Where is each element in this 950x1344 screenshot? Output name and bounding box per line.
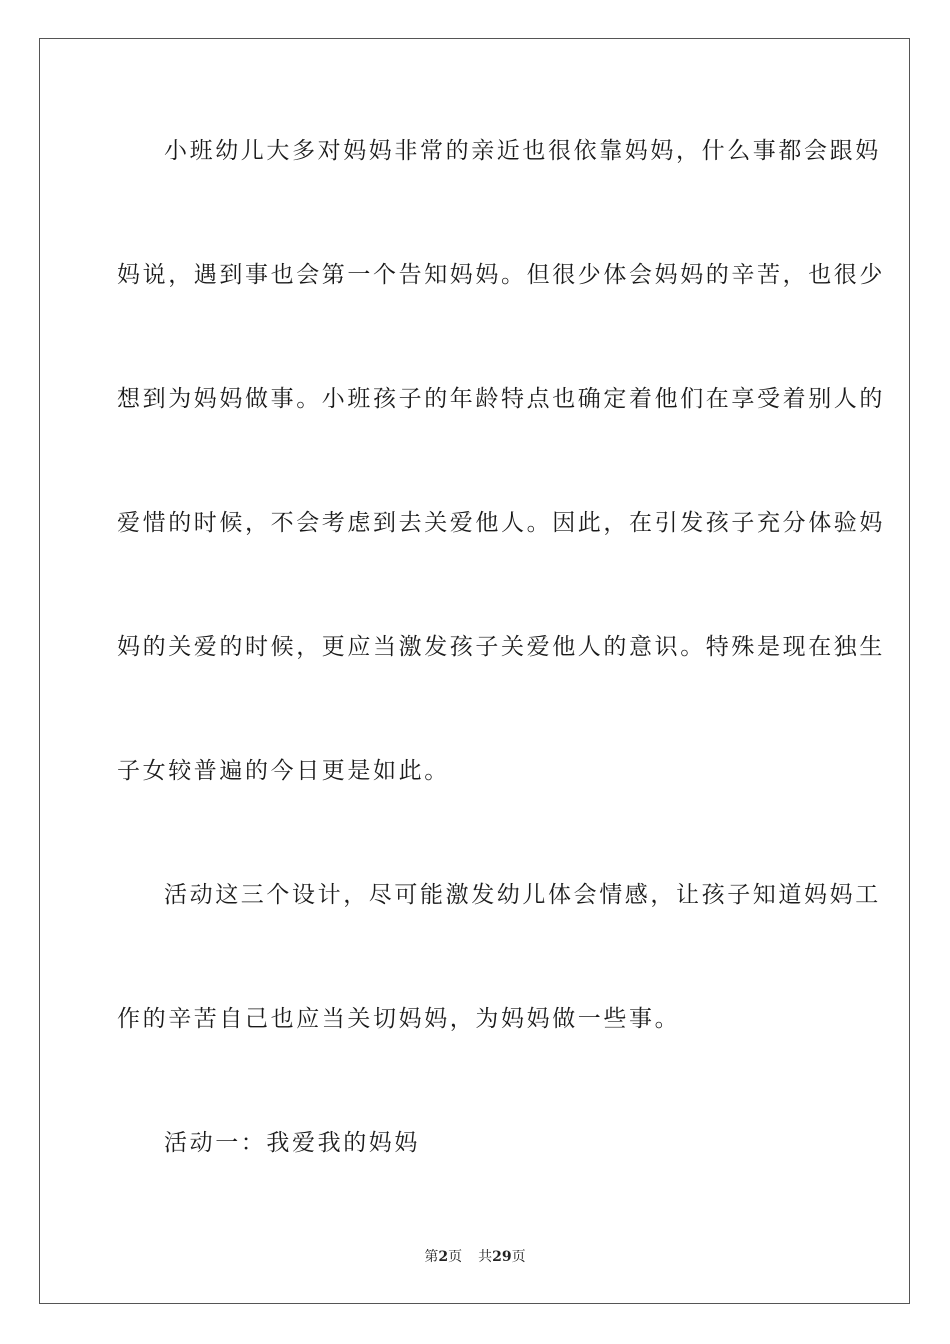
text-line: 作的辛苦自己也应当关切妈妈，为妈妈做一些事。 [117, 1006, 681, 1032]
text-line: 妈说，遇到事也会第一个告知妈妈。但很少体会妈妈的辛苦，也很少 [117, 262, 885, 288]
total-pages: 29 [492, 1249, 512, 1265]
page-suffix: 页 [448, 1249, 463, 1265]
total-suffix: 页 [511, 1249, 526, 1265]
total-prefix: 共 [478, 1249, 493, 1265]
text-line: 小班幼儿大多对妈妈非常的亲近也很依靠妈妈，什么事都会跟妈 [164, 138, 881, 164]
page-border [39, 38, 910, 1304]
text-line: 想到为妈妈做事。小班孩子的年龄特点也确定着他们在享受着别人的 [117, 386, 885, 412]
text-line: 妈的关爱的时候，更应当激发孩子关爱他人的意识。特殊是现在独生 [117, 634, 885, 660]
page-number: 2 [438, 1249, 449, 1265]
text-line: 活动这三个设计，尽可能激发幼儿体会情感，让孩子知道妈妈工 [164, 882, 881, 908]
text-line: 子女较普遍的今日更是如此。 [117, 758, 450, 784]
text-line: 爱惜的时候，不会考虑到去关爱他人。因此，在引发孩子充分体验妈 [117, 510, 885, 536]
page-prefix: 第 [424, 1249, 439, 1265]
page-footer [0, 1247, 950, 1267]
section-heading: 活动一：我爱我的妈妈 [164, 1130, 420, 1156]
